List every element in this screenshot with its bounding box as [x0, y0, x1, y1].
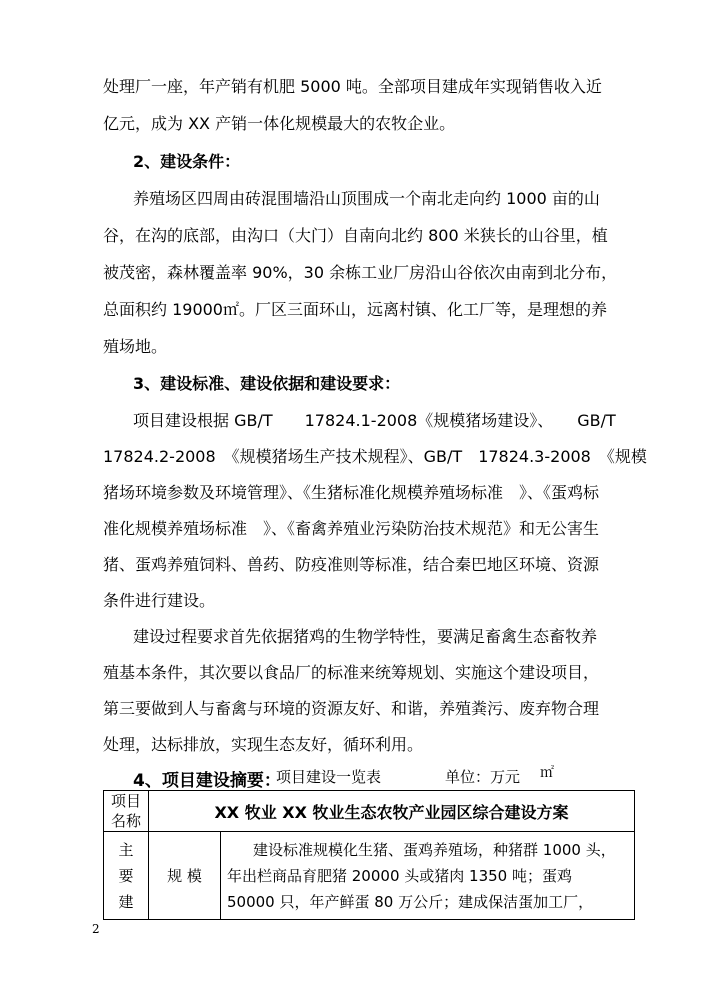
intro-line-2: 亿元，成为 XX 产销一体化规模最大的农牧企业。: [103, 114, 456, 133]
scale-detail-line-3: 50000 只，年产鲜蛋 80 万公斤；建成保洁蛋加工厂，: [227, 892, 594, 911]
table-row-scale: [104, 832, 635, 920]
table-unit: 单位：万元: [445, 768, 521, 786]
main-construction-label: [104, 832, 149, 920]
section-2-line-2: 谷，在沟的底部，由沟口（大门）自南向北约 800 米狭长的山谷里，植: [103, 226, 608, 245]
project-name-label-line-2: 名称: [110, 812, 141, 830]
scale-label: 规 模: [149, 832, 221, 920]
section-2-line-1: 养殖场区四周由砖混围墙沿山顶围成一个南北走向约 1000 亩的山: [133, 189, 600, 208]
main-label-char-1: 主: [118, 840, 134, 859]
main-label-char-2: 要: [118, 866, 134, 885]
section-3-p2-line-4: 处理，达标排放，实现生态友好，循环利用。: [103, 735, 424, 754]
section-3-line-4: 准化规模养殖场标准 》、《畜禽养殖业污染防治技术规范》和无公害生: [103, 519, 600, 538]
project-name-label-line-1: 项目: [110, 792, 141, 810]
table-caption: 项目建设一览表: [276, 768, 382, 786]
section-2-heading: 2、建设条件：: [133, 152, 241, 171]
table-unit-symbol: ㎡: [540, 765, 554, 781]
scale-detail: [221, 832, 635, 920]
project-name-value: XX 牧业 XX 牧业生态农牧产业园区综合建设方案: [149, 791, 635, 832]
project-name-label: [104, 791, 149, 832]
page-number: 2: [92, 922, 100, 936]
section-2-line-3: 被茂密，森林覆盖率 90%，30 余栋工业厂房沿山谷依次由南到北分布，: [103, 263, 618, 282]
main-label-char-3: 建: [118, 892, 134, 911]
section-3-p2-line-2: 殖基本条件，其次要以食品厂的标准来统筹规划、实施这个建设项目，: [103, 663, 600, 682]
section-3-heading: 3、建设标准、建设依据和建设要求：: [133, 374, 401, 393]
section-4-heading: 4、项目建设摘要：: [133, 771, 281, 791]
intro-line-1: 处理厂一座，年产销有机肥 5000 吨。全部项目建成年实现销售收入近: [103, 77, 602, 96]
section-3-line-5: 猪、蛋鸡养殖饲料、兽药、防疫准则等标准，结合秦巴地区环境、资源: [103, 555, 600, 574]
section-2-line-5: 殖场地。: [103, 337, 168, 356]
section-3-p2-line-1: 建设过程要求首先依据猪鸡的生物学特性，要满足畜禽生态畜牧养: [133, 627, 598, 646]
project-summary-table: [103, 790, 635, 920]
section-3-p2-line-3: 第三要做到人与畜禽与环境的资源友好、和谐，养殖粪污、废弃物合理: [103, 699, 600, 718]
section-3-line-3: 猪场环境参数及环境管理》、《生猪标准化规模养殖场标准 》、《蛋鸡标: [103, 483, 600, 502]
scale-detail-line-1: 建设标准规模化生猪、蛋鸡养殖场，种猪群 1000 头，: [253, 840, 616, 859]
section-3-line-1: 项目建设根据 GB/T 17824.1-2008《规模猪场建设》、 GB/T: [133, 411, 616, 430]
section-3-line-2: 17824.2-2008 《规模猪场生产技术规程》、GB/T 17824.3-2008 《规模: [103, 447, 647, 466]
scale-detail-line-2: 年出栏商品育肥猪 20000 头或猪肉 1350 吨；蛋鸡: [227, 866, 572, 885]
table-row-project-name: [104, 791, 635, 832]
section-2-line-4: 总面积约 19000㎡。厂区三面环山，远离村镇、化工厂等，是理想的养: [103, 300, 607, 319]
section-3-line-6: 条件进行建设。: [103, 591, 216, 610]
